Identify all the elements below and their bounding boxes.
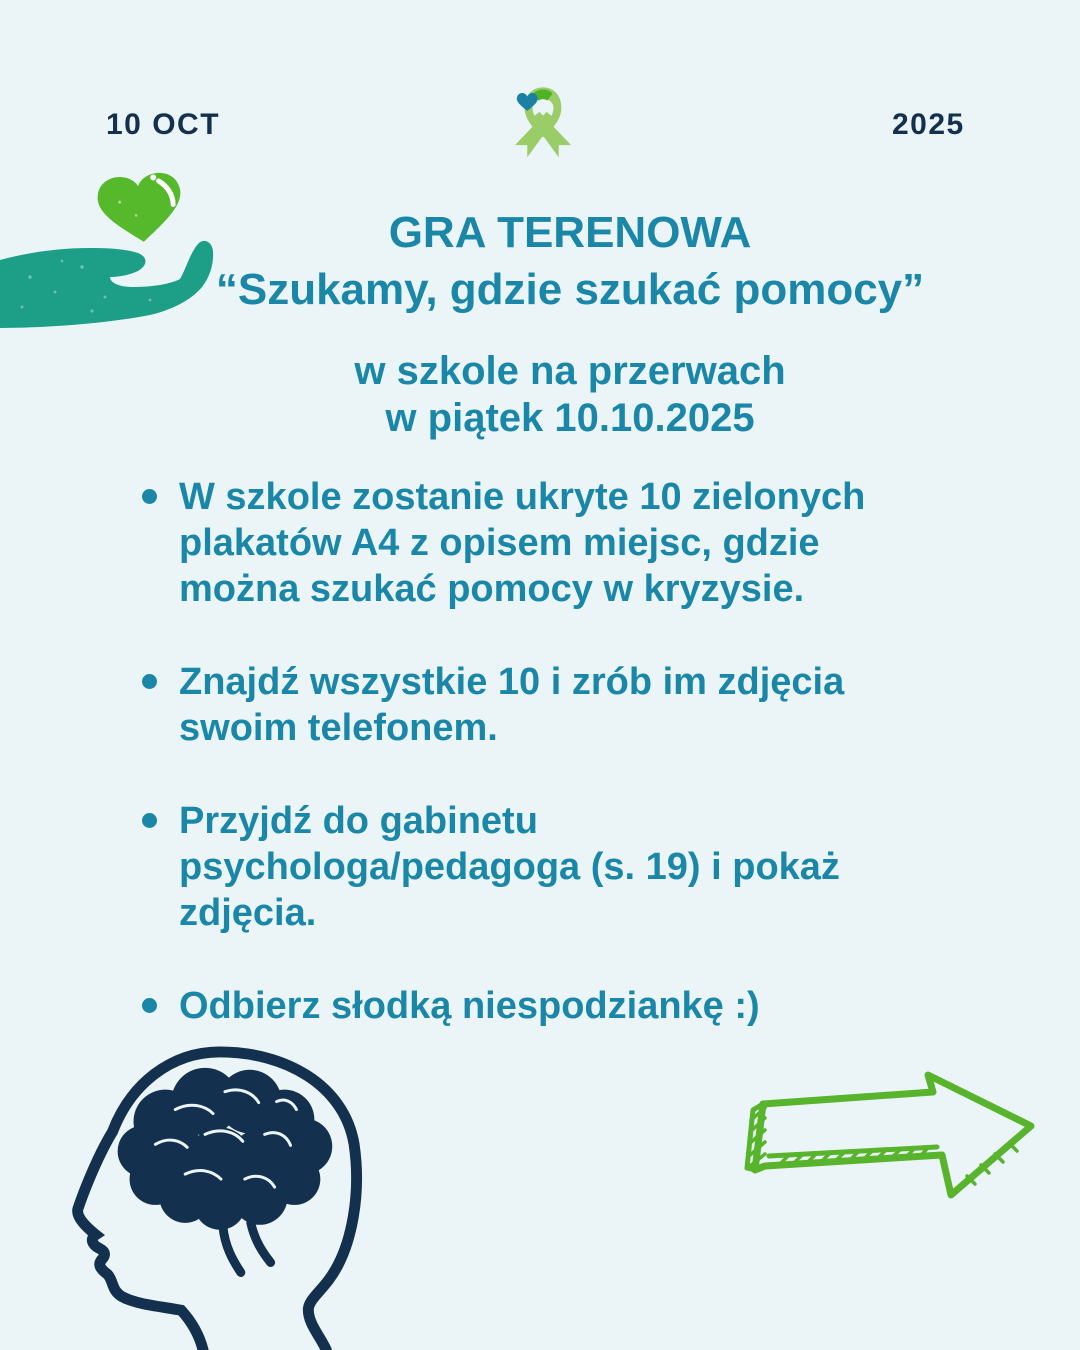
bullet-dot bbox=[142, 998, 157, 1013]
bullet-line: Znajdź wszystkie 10 i zrób im zdjęcia bbox=[179, 661, 845, 703]
date-label: 10 OCT bbox=[106, 108, 221, 141]
bullet-line: psychologa/pedagoga (s. 19) i pokaż bbox=[179, 846, 840, 888]
bullet-dot bbox=[142, 813, 157, 828]
bullet-line: można szukać pomocy w kryzysie. bbox=[179, 568, 805, 610]
page-title bbox=[60, 204, 1080, 318]
list-item bbox=[142, 659, 1022, 751]
title-line-2: “Szukamy, gdzie szukać pomocy” bbox=[215, 265, 925, 315]
list-item bbox=[142, 983, 1022, 1029]
event-time-subtitle bbox=[60, 348, 1080, 442]
bullet-dot bbox=[142, 489, 157, 504]
bullet-line: Przyjdź do gabinetu bbox=[179, 800, 538, 842]
list-item bbox=[142, 474, 1022, 612]
bullet-dot bbox=[142, 674, 157, 689]
awareness-ribbon-icon bbox=[508, 84, 578, 166]
bullet-line: W szkole zostanie ukryte 10 zielonych bbox=[179, 476, 866, 518]
bullet-line: swoim telefonem. bbox=[179, 707, 498, 749]
list-item bbox=[142, 798, 1022, 936]
subtitle-line-1: w szkole na przerwach bbox=[354, 349, 786, 393]
bullet-line: zdjęcia. bbox=[179, 892, 317, 934]
head-with-brain-icon bbox=[55, 1040, 375, 1350]
title-line-1: GRA TERENOWA bbox=[388, 208, 752, 257]
subtitle-line-2: w piątek 10.10.2025 bbox=[385, 396, 755, 441]
bullet-line: Odbierz słodką niespodziankę :) bbox=[179, 985, 760, 1027]
bullet-list bbox=[142, 474, 1022, 1029]
year-label: 2025 bbox=[892, 108, 965, 141]
sketched-arrow-right-icon bbox=[735, 1068, 1045, 1208]
bullet-line: plakatów A4 z opisem miejsc, gdzie bbox=[179, 522, 820, 564]
